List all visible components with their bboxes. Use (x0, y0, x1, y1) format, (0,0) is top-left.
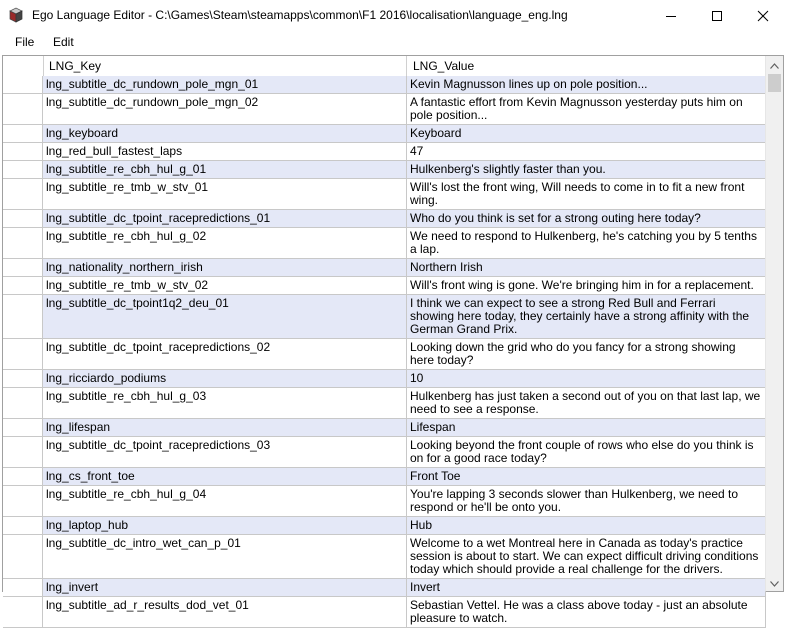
value-cell[interactable]: Front Toe (407, 468, 766, 486)
table-row[interactable] (3, 486, 766, 517)
row-header[interactable] (3, 339, 43, 370)
chevron-down-icon (770, 576, 779, 590)
row-header[interactable] (3, 388, 43, 419)
value-cell[interactable]: Northern Irish (407, 259, 766, 277)
app-icon (8, 7, 24, 23)
table-row[interactable] (3, 259, 766, 277)
key-cell[interactable]: lng_ricciardo_podiums (43, 370, 407, 388)
vertical-scrollbar[interactable] (765, 56, 783, 591)
row-header[interactable] (3, 161, 43, 179)
value-cell[interactable]: Hulkenberg has just taken a second out of you on that last lap, we need to see a response. (407, 388, 766, 419)
row-header[interactable] (3, 179, 43, 210)
maximize-icon (712, 11, 722, 21)
table-row[interactable] (3, 419, 766, 437)
key-cell[interactable]: lng_keyboard (43, 125, 407, 143)
row-header[interactable] (3, 143, 43, 161)
value-cell[interactable]: Hub (407, 517, 766, 535)
key-cell[interactable]: lng_subtitle_dc_tpoint_racepredictions_03 (43, 437, 407, 468)
grid-header (3, 56, 766, 77)
table-row[interactable] (3, 228, 766, 259)
table-row[interactable] (3, 437, 766, 468)
table-row[interactable] (3, 277, 766, 295)
key-cell[interactable]: lng_invert (43, 579, 407, 597)
row-header[interactable] (3, 419, 43, 437)
value-cell[interactable]: Welcome to a wet Montreal here in Canada as today's practice session is about to start. We can expect difficult driving conditions today which should provide a real challenge for the drivers. (407, 535, 766, 579)
table-row[interactable] (3, 535, 766, 579)
key-cell[interactable]: lng_subtitle_ad_r_results_dod_vet_01 (43, 597, 407, 628)
key-cell[interactable]: lng_red_bull_fastest_laps (43, 143, 407, 161)
table-row[interactable] (3, 295, 766, 339)
scroll-down-button[interactable] (766, 574, 783, 591)
table-row[interactable] (3, 579, 766, 597)
key-cell[interactable]: lng_nationality_northern_irish (43, 259, 407, 277)
row-header[interactable] (3, 277, 43, 295)
row-header[interactable] (3, 517, 43, 535)
grid-corner[interactable] (3, 56, 44, 76)
key-cell[interactable]: lng_laptop_hub (43, 517, 407, 535)
value-cell[interactable]: Invert (407, 579, 766, 597)
value-cell[interactable]: 47 (407, 143, 766, 161)
table-row[interactable] (3, 76, 766, 94)
key-cell[interactable]: lng_subtitle_re_cbh_hul_g_02 (43, 228, 407, 259)
maximize-button[interactable] (694, 0, 740, 31)
value-cell[interactable]: Who do you think is set for a strong outing here today? (407, 210, 766, 228)
row-header[interactable] (3, 259, 43, 277)
key-cell[interactable]: lng_subtitle_dc_tpoint1q2_deu_01 (43, 295, 407, 339)
key-cell[interactable]: lng_subtitle_dc_tpoint_racepredictions_02 (43, 339, 407, 370)
table-row[interactable] (3, 597, 766, 628)
row-header[interactable] (3, 437, 43, 468)
table-row[interactable] (3, 517, 766, 535)
value-cell[interactable]: Sebastian Vettel. He was a class above today - just an absolute pleasure to watch. (407, 597, 766, 628)
minimize-button[interactable] (648, 0, 694, 31)
row-header[interactable] (3, 295, 43, 339)
row-header[interactable] (3, 94, 43, 125)
key-cell[interactable]: lng_subtitle_dc_rundown_pole_mgn_01 (43, 76, 407, 94)
value-cell[interactable]: Looking down the grid who do you fancy for a strong showing here today? (407, 339, 766, 370)
key-cell[interactable]: lng_subtitle_dc_rundown_pole_mgn_02 (43, 94, 407, 125)
value-cell[interactable]: Hulkenberg's slightly faster than you. (407, 161, 766, 179)
table-row[interactable] (3, 210, 766, 228)
key-cell[interactable]: lng_subtitle_re_cbh_hul_g_01 (43, 161, 407, 179)
table-row[interactable] (3, 94, 766, 125)
value-cell[interactable]: We need to respond to Hulkenberg, he's catching you by 5 tenths a lap. (407, 228, 766, 259)
row-header[interactable] (3, 76, 43, 94)
menu-edit[interactable]: Edit (53, 35, 74, 49)
window-title: Ego Language Editor - C:\Games\Steam\steamapps\common\F1 2016\localisation\language_eng.lng (32, 8, 568, 22)
value-cell[interactable]: Looking beyond the front couple of rows who else do you think is on for a good race today? (407, 437, 766, 468)
value-cell[interactable]: 10 (407, 370, 766, 388)
scroll-up-button[interactable] (766, 56, 783, 73)
key-cell[interactable]: lng_subtitle_re_cbh_hul_g_04 (43, 486, 407, 517)
chevron-up-icon (770, 58, 779, 72)
close-icon (758, 11, 768, 21)
value-cell[interactable]: You're lapping 3 seconds slower than Hulkenberg, we need to respond or he'll be onto you. (407, 486, 766, 517)
value-cell[interactable]: I think we can expect to see a strong Red Bull and Ferrari showing here today, they certainly have a strong affinity with the German Grand Prix. (407, 295, 766, 339)
key-cell[interactable]: lng_subtitle_dc_intro_wet_can_p_01 (43, 535, 407, 579)
minimize-icon (666, 11, 676, 21)
row-header[interactable] (3, 228, 43, 259)
row-header[interactable] (3, 597, 43, 628)
table-row[interactable] (3, 339, 766, 370)
value-cell[interactable]: Keyboard (407, 125, 766, 143)
key-cell[interactable]: lng_lifespan (43, 419, 407, 437)
close-button[interactable] (740, 0, 786, 31)
key-cell[interactable]: lng_subtitle_re_tmb_w_stv_02 (43, 277, 407, 295)
row-header[interactable] (3, 125, 43, 143)
key-cell[interactable]: lng_subtitle_re_cbh_hul_g_03 (43, 388, 407, 419)
grid-body (3, 76, 766, 625)
key-cell[interactable]: lng_cs_front_toe (43, 468, 407, 486)
menu-file[interactable]: File (15, 35, 35, 49)
title-bar[interactable] (0, 0, 786, 31)
row-header[interactable] (3, 579, 43, 597)
menu-bar (0, 31, 786, 53)
key-cell[interactable]: lng_subtitle_re_tmb_w_stv_01 (43, 179, 407, 210)
row-header[interactable] (3, 370, 43, 388)
column-header-value[interactable]: LNG_Value (407, 56, 766, 76)
row-header[interactable] (3, 535, 43, 579)
row-header[interactable] (3, 486, 43, 517)
value-cell[interactable]: Kevin Magnusson lines up on pole position... (407, 76, 766, 94)
key-cell[interactable]: lng_subtitle_dc_tpoint_racepredictions_01 (43, 210, 407, 228)
table-row[interactable] (3, 388, 766, 419)
column-header-key[interactable]: LNG_Key (43, 56, 407, 76)
row-header[interactable] (3, 468, 43, 486)
scroll-thumb[interactable] (768, 74, 781, 92)
value-cell[interactable]: Lifespan (407, 419, 766, 437)
value-cell[interactable]: Will's lost the front wing, Will needs to come in to fit a new front wing. (407, 179, 766, 210)
table-row[interactable] (3, 468, 766, 486)
table-row[interactable] (3, 143, 766, 161)
table-row[interactable] (3, 179, 766, 210)
value-cell[interactable]: Will's front wing is gone. We're bringing him in for a replacement. (407, 277, 766, 295)
row-header[interactable] (3, 210, 43, 228)
language-grid[interactable] (2, 55, 784, 625)
value-cell[interactable]: A fantastic effort from Kevin Magnusson yesterday puts him on pole position... (407, 94, 766, 125)
table-row[interactable] (3, 161, 766, 179)
table-row[interactable] (3, 125, 766, 143)
table-row[interactable] (3, 370, 766, 388)
